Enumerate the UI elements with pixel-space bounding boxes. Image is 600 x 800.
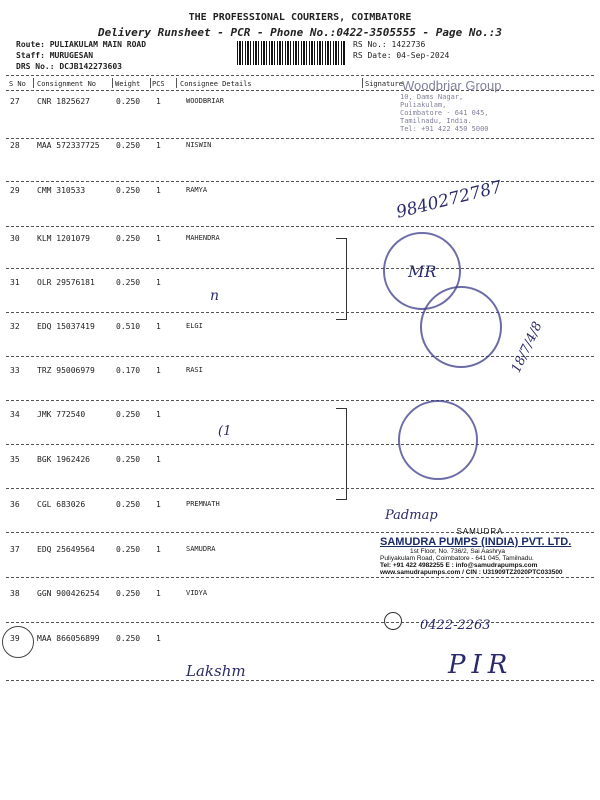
cell-consignment: CGL 683026 xyxy=(37,500,86,509)
table-row xyxy=(0,455,600,496)
woodbriar-line: Puliakulam, xyxy=(400,101,447,109)
row-rule xyxy=(6,226,594,227)
handwritten-name: Padmap xyxy=(385,508,438,523)
drs-field: DRS No.: DCJB142273603 xyxy=(16,62,122,71)
barcode-image xyxy=(237,41,345,65)
cell-weight: 0.250 xyxy=(116,186,141,195)
handwritten-phone: 0422-2263 xyxy=(420,618,491,633)
handwritten-date-note: 18/7/4/8 xyxy=(508,319,546,376)
cell-sno: 39 xyxy=(10,634,20,643)
table-row xyxy=(0,589,600,630)
col-divider xyxy=(362,78,363,88)
samudra-line: 1st Floor, No. 736/2, Sai Aashrya xyxy=(410,548,506,555)
cell-pcs: 1 xyxy=(156,97,161,106)
row-rule xyxy=(6,622,594,623)
col-header-signature: Signature xyxy=(365,80,403,88)
cell-consignment: MAA 866056899 xyxy=(37,634,100,643)
header-top-rule xyxy=(6,75,594,76)
col-header-weight: Weight xyxy=(115,80,141,88)
cell-consignment: TRZ 95006979 xyxy=(37,366,95,375)
cell-sno: 34 xyxy=(10,410,20,419)
cell-weight: 0.250 xyxy=(116,278,141,287)
cell-pcs: 1 xyxy=(156,500,161,509)
handwritten-initials: MR xyxy=(408,262,437,281)
cell-weight: 0.250 xyxy=(116,141,141,150)
col-header-pcs: PCS xyxy=(152,80,165,88)
cell-consignee: ELGI xyxy=(186,322,203,330)
pen-bracket xyxy=(336,238,347,320)
handwritten-initials: PIR xyxy=(448,650,514,680)
cell-consignee: NISWIN xyxy=(186,141,212,149)
row-rule xyxy=(6,181,594,182)
woodbriar-stamp-name: Woodbriar Group xyxy=(402,78,502,93)
row-rule xyxy=(6,444,594,445)
cell-pcs: 1 xyxy=(156,141,161,150)
cell-sno: 35 xyxy=(10,455,20,464)
cell-consignee: VIDYA xyxy=(186,589,208,597)
samudra-name: SAMUDRA PUMPS (INDIA) PVT. LTD. xyxy=(380,536,572,548)
samudra-line: Puliyakulam Road, Coimbatore - 641 045, Tamilnadu. xyxy=(380,555,534,562)
col-divider xyxy=(33,78,34,88)
col-divider xyxy=(112,78,113,88)
handwritten-mark: n xyxy=(210,288,220,304)
cell-sno: 37 xyxy=(10,545,20,554)
col-header-sno: S No xyxy=(9,80,26,88)
cell-sno: 29 xyxy=(10,186,20,195)
cell-consignee: PREMNATH xyxy=(186,500,220,508)
col-header-consignment: Consignment No xyxy=(37,80,97,88)
cell-weight: 0.250 xyxy=(116,589,141,598)
row-rule xyxy=(6,577,594,578)
cell-pcs: 1 xyxy=(156,234,161,243)
cell-consignment: EDQ 25649564 xyxy=(37,545,95,554)
woodbriar-line: 10, Dams Nagar, xyxy=(400,93,464,101)
cell-sno: 38 xyxy=(10,589,20,598)
samudra-logo: SAMUDRA xyxy=(456,527,504,536)
cell-weight: 0.250 xyxy=(116,234,141,243)
cell-weight: 0.250 xyxy=(116,545,141,554)
row-rule xyxy=(6,488,594,489)
woodbriar-line: Tel: +91 422 450 5000 xyxy=(400,125,489,133)
cell-pcs: 1 xyxy=(156,545,161,554)
cell-weight: 0.250 xyxy=(116,500,141,509)
cell-pcs: 1 xyxy=(156,278,161,287)
samudra-line: www.samudrapumps.com / CIN : U31909TZ2020PTC033500 xyxy=(380,569,563,576)
round-stamp xyxy=(398,400,478,480)
col-divider xyxy=(176,78,177,88)
row-rule xyxy=(6,138,594,139)
cell-weight: 0.250 xyxy=(116,410,141,419)
cell-pcs: 1 xyxy=(156,186,161,195)
cell-pcs: 1 xyxy=(156,366,161,375)
handwritten-scribble: Lakshm xyxy=(186,662,246,680)
rs-date-field: RS Date: 04-Sep-2024 xyxy=(353,51,450,60)
cell-sno: 33 xyxy=(10,366,20,375)
handwritten-mark: (1 xyxy=(218,424,232,439)
samudra-line: Tel: +91 422 4982255 E : info@samudrapumps.com xyxy=(380,562,538,569)
cell-pcs: 1 xyxy=(156,455,161,464)
woodbriar-line: Coimbatore - 641 045, xyxy=(400,109,489,117)
cell-weight: 0.250 xyxy=(116,634,141,643)
cell-weight: 0.510 xyxy=(116,322,141,331)
cell-weight: 0.170 xyxy=(116,366,141,375)
woodbriar-stamp xyxy=(372,78,552,133)
cell-consignment: CNR 1825627 xyxy=(37,97,90,106)
cell-consignee: RASI xyxy=(186,366,203,374)
table-row xyxy=(0,141,600,182)
row-rule xyxy=(6,268,594,269)
cell-sno: 28 xyxy=(10,141,20,150)
col-divider xyxy=(150,78,151,88)
row-rule xyxy=(6,356,594,357)
cell-pcs: 1 xyxy=(156,589,161,598)
cell-consignment: OLR 29576181 xyxy=(37,278,95,287)
cell-consignee: RAMYA xyxy=(186,186,208,194)
cell-weight: 0.250 xyxy=(116,97,141,106)
cell-consignment: EDQ 15037419 xyxy=(37,322,95,331)
document-title: THE PROFESSIONAL COURIERS, COIMBATORE xyxy=(188,12,412,23)
cell-consignee: WOODBRIAR xyxy=(186,97,224,105)
round-stamp xyxy=(420,286,502,368)
cell-pcs: 1 xyxy=(156,634,161,643)
samudra-stamp xyxy=(380,527,580,576)
pen-circle xyxy=(384,612,402,630)
row-rule xyxy=(6,400,594,401)
cell-consignment: KLM 1201079 xyxy=(37,234,90,243)
cell-pcs: 1 xyxy=(156,322,161,331)
circle-mark xyxy=(2,626,34,658)
row-rule xyxy=(6,312,594,313)
cell-consignee: MAHENDRA xyxy=(186,234,220,242)
cell-consignment: CMM 310533 xyxy=(37,186,86,195)
pen-bracket xyxy=(336,408,347,500)
table-row xyxy=(0,186,600,227)
route-field: Route: PULIAKULAM MAIN ROAD xyxy=(16,40,147,49)
cell-consignment: JMK 772540 xyxy=(37,410,86,419)
cell-consignee: SAMUDRA xyxy=(186,545,216,553)
rs-no-field: RS No.: 1422736 xyxy=(353,40,426,49)
cell-consignment: BGK 1962426 xyxy=(37,455,90,464)
row-rule xyxy=(6,680,594,681)
cell-pcs: 1 xyxy=(156,410,161,419)
runsheet-subtitle: Delivery Runsheet - PCR - Phone No.:0422-3505555 - Page No.:3 xyxy=(98,26,502,39)
handwritten-phone: 9840272787 xyxy=(394,177,504,223)
woodbriar-line: Tamilnadu, India. xyxy=(400,117,472,125)
cell-consignment: GGN 900426254 xyxy=(37,589,100,598)
cell-sno: 31 xyxy=(10,278,20,287)
cell-sno: 32 xyxy=(10,322,20,331)
cell-sno: 27 xyxy=(10,97,20,106)
col-header-consignee: Consignee Details xyxy=(180,80,252,88)
cell-weight: 0.250 xyxy=(116,455,141,464)
cell-sno: 30 xyxy=(10,234,20,243)
cell-sno: 36 xyxy=(10,500,20,509)
cell-consignment: MAA 572337725 xyxy=(37,141,100,150)
staff-field: Staff: MURUGESAN xyxy=(16,51,94,60)
